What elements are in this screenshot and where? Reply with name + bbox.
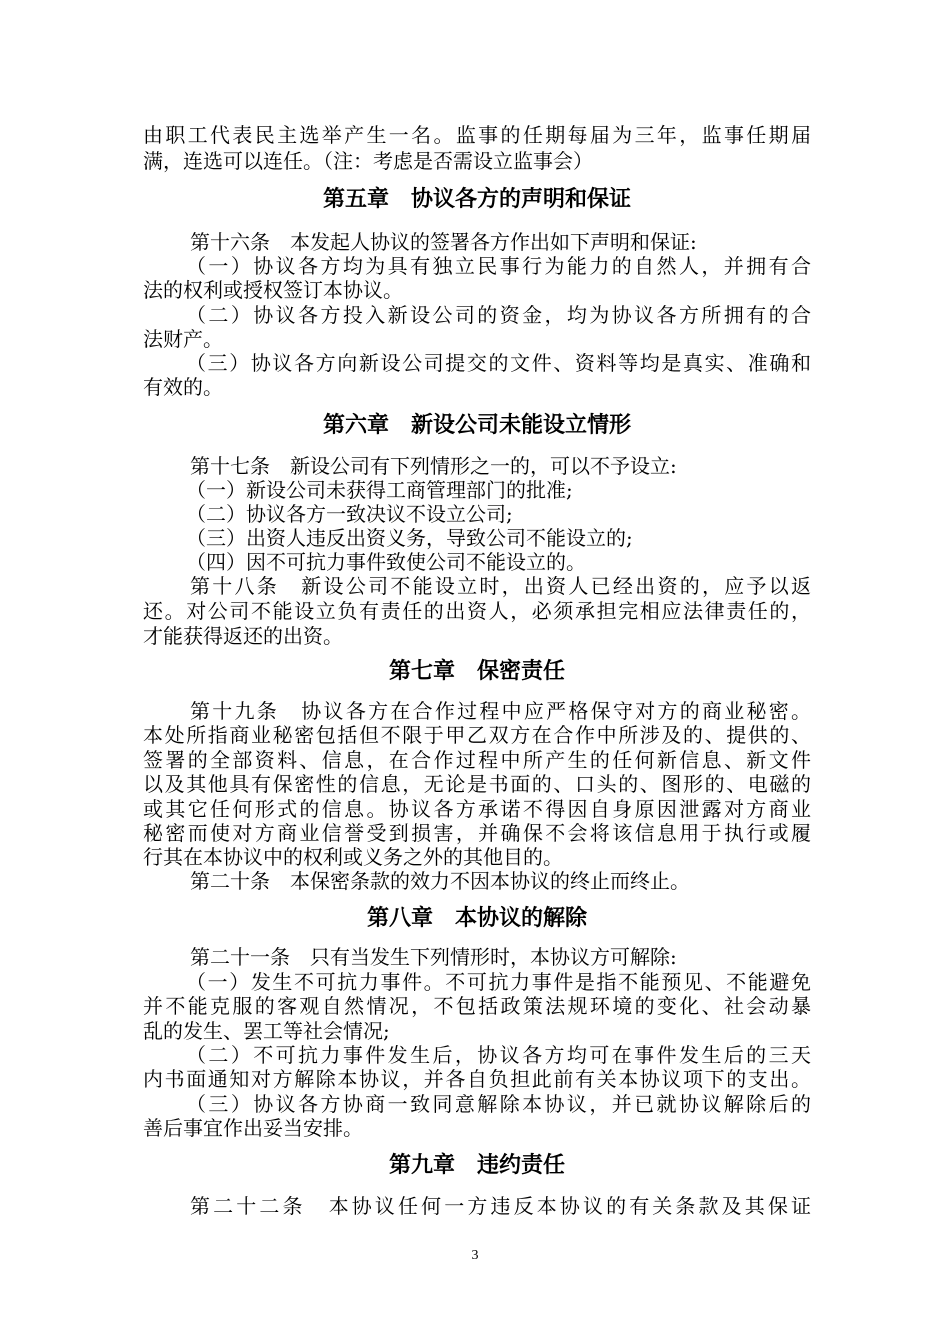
paragraph-line: （三）协议各方向新设公司提交的文件、资料等均是真实、准确和: [186, 351, 811, 375]
paragraph-line: 并不能克服的客观自然情况，不包括政策法规环境的变化、社会动暴: [143, 994, 811, 1018]
chapter-6-heading: 第六章 新设公司未能设立情形: [322, 413, 631, 438]
page-number: 3: [471, 1248, 479, 1263]
paragraph-line: 以及其他具有保密性的信息，无论是书面的、口头的、图形的、电磁的: [143, 772, 811, 796]
list-item: （二）不可抗力事件发生后，协议各方均可在事件发生后的三天: [186, 1043, 811, 1067]
article-21: 第二十一条 只有当发生下列情形时，本协议方可解除:: [190, 945, 677, 969]
article-17: 第十七条 新设公司有下列情形之一的，可以不予设立:: [190, 454, 677, 478]
list-item: （一）新设公司未获得工商管理部门的批准;: [186, 478, 573, 502]
paragraph-line: （二）协议各方投入新设公司的资金，均为协议各方所拥有的合: [186, 303, 811, 327]
list-item: （四）因不可抗力事件致使公司不能设立的。: [186, 550, 586, 574]
paragraph-line: 法财产。: [143, 327, 223, 351]
paragraph-line: 由职工代表民主选举产生一名。监事的任期每届为三年，监事任期届: [143, 123, 811, 147]
article-18: 第十八条 新设公司不能设立时，出资人已经出资的，应予以返: [190, 574, 811, 598]
article-22: 第二十二条 本协议任何一方违反本协议的有关条款及其保证: [190, 1194, 811, 1218]
chapter-5-heading: 第五章 协议各方的声明和保证: [322, 187, 631, 212]
paragraph-line: 乱的发生、罢工等社会情况;: [143, 1019, 390, 1043]
list-item: （三）协议各方协商一致同意解除本协议，并已就协议解除后的: [186, 1092, 811, 1116]
paragraph-line: 或其它任何形式的信息。协议各方承诺不得因自身原因泄露对方商业: [143, 797, 811, 821]
article-16: 第十六条 本发起人协议的签署各方作出如下声明和保证:: [190, 230, 697, 254]
list-item: （一）发生不可抗力事件。不可抗力事件是指不能预见、不能避免: [186, 970, 811, 994]
paragraph-line: 还。对公司不能设立负有责任的出资人，必须承担完相应法律责任的，: [143, 599, 811, 623]
paragraph-line: 有效的。: [143, 375, 223, 399]
chapter-7-heading: 第七章 保密责任: [388, 659, 565, 684]
chapter-9-heading: 第九章 违约责任: [388, 1153, 565, 1178]
paragraph-line: 善后事宜作出妥当安排。: [143, 1116, 363, 1140]
paragraph-line: 满，连选可以连任。（注：考虑是否需设立监事会）: [143, 149, 593, 173]
paragraph-line: 行其在本协议中的权利或义务之外的其他目的。: [143, 845, 563, 869]
paragraph-line: 签署的全部资料、信息，在合作过程中所产生的任何新信息、新文件: [143, 748, 811, 772]
paragraph-line: 才能获得返还的出资。: [143, 624, 343, 648]
paragraph-line: 法的权利或授权签订本协议。: [143, 278, 403, 302]
article-19: 第十九条 协议各方在合作过程中应严格保守对方的商业秘密。: [190, 699, 811, 723]
list-item: （二）协议各方一致决议不设立公司;: [186, 502, 513, 526]
paragraph-line: 本处所指商业秘密包括但不限于甲乙双方在合作中所涉及的、提供的、: [143, 723, 811, 747]
paragraph-line: （一）协议各方均为具有独立民事行为能力的自然人，并拥有合: [186, 254, 811, 278]
list-item: （三）出资人违反出资义务，导致公司不能设立的;: [186, 526, 633, 550]
paragraph-line: 秘密而使对方商业信誉受到损害，并确保不会将该信息用于执行或履: [143, 821, 811, 845]
paragraph-line: 内书面通知对方解除本协议，并各自负担此前有关本协议项下的支出。: [143, 1067, 811, 1091]
article-20: 第二十条 本保密条款的效力不因本协议的终止而终止。: [190, 869, 690, 893]
chapter-8-heading: 第八章 本协议的解除: [366, 906, 587, 931]
